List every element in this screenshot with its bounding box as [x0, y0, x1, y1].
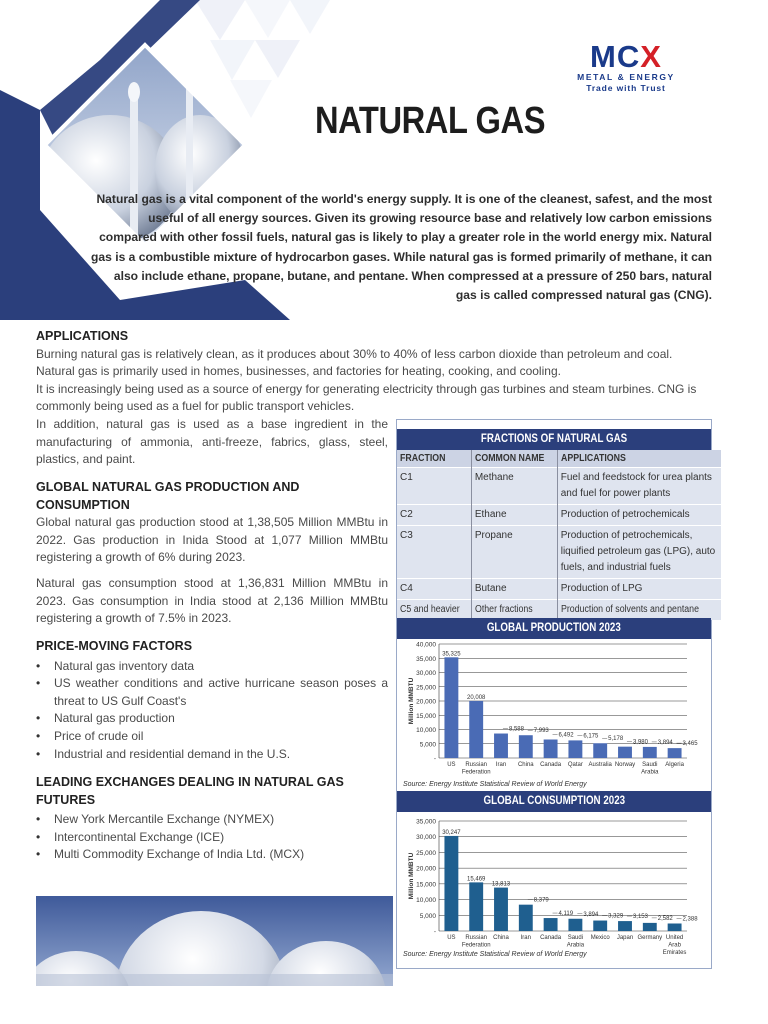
table-row — [397, 599, 721, 620]
data-label: 6,175 — [583, 733, 599, 740]
category-label: Iran — [495, 762, 507, 768]
category-label: Arabia — [566, 942, 585, 949]
bar — [568, 740, 582, 758]
bar — [618, 921, 632, 931]
data-label: 3,980 — [632, 739, 648, 746]
y-tick-label: 20,000 — [416, 865, 436, 873]
logo-mark-a: MC — [590, 39, 641, 74]
price-factors-heading: PRICE-MOVING FACTORS — [36, 639, 193, 653]
bar — [494, 734, 508, 758]
list-item: • Price of crude oil — [36, 728, 388, 746]
data-label: 8,379 — [533, 897, 549, 904]
category-label: Federation — [461, 769, 491, 776]
category-label: Russian — [465, 762, 488, 768]
table-row — [397, 525, 721, 578]
table-row — [397, 504, 721, 525]
category-label: Canada — [540, 935, 562, 941]
category-label: Qatar — [567, 762, 583, 768]
data-label: 5,178 — [608, 736, 624, 743]
y-tick-label: 15,000 — [416, 712, 436, 720]
category-label: Germany — [637, 935, 663, 941]
y-tick-label: - — [433, 755, 436, 763]
list-item: • Natural gas production — [36, 710, 388, 728]
page-title: NATURAL GAS — [315, 100, 546, 142]
table-cell: C2 — [397, 504, 471, 525]
applications-para-2: It is increasingly being used as a source of energy for generating electricity through gas turbines and steam turbines. CNG is commonly being used as a fuel for public transport vehicles. — [36, 381, 697, 414]
y-tick-label: - — [433, 928, 436, 936]
category-label: Russian — [465, 935, 488, 941]
category-label: Federation — [461, 942, 491, 949]
intro-paragraph: Natural gas is a vital component of the world's energy supply. It is one of the cleanest, safest, and the most useful of all energy sources. Given its growing resource base and relatively low carbon emissions compared with other fossil fuels, natural gas is likely to play a greater role in the world energy mix. Natural gas is a combustible mixture of hydrocarbon gases. While natural gas is formed primarily of methane, it can also include ethane, propane, butane, and pentane. When compressed at a pressure of 250 bars, natural gas is called compressed natural gas (CNG). — [91, 192, 712, 303]
list-item: • US weather conditions and active hurricane season poses a threat to US Gulf Coast's — [36, 675, 388, 710]
bar — [519, 735, 533, 758]
data-label: 15,469 — [467, 876, 486, 883]
mcx-logo — [570, 39, 682, 94]
y-axis-label: Million MMBTU — [408, 852, 415, 900]
logo-tagline: Trade with Trust — [586, 83, 666, 93]
y-tick-label: 35,000 — [416, 818, 436, 826]
bar — [668, 748, 682, 758]
production-heading-line-2: CONSUMPTION — [36, 497, 130, 512]
bar — [519, 905, 533, 931]
table-row — [397, 467, 721, 504]
data-panel — [396, 419, 716, 969]
category-label: Saudi — [642, 762, 658, 768]
data-label: 6,492 — [558, 732, 574, 739]
category-label: Canada — [540, 762, 562, 768]
table-cell: Production of LPG — [557, 578, 720, 599]
consumption-chart-title-text: GLOBAL CONSUMPTION 2023 — [483, 795, 625, 807]
data-label: 30,247 — [442, 829, 461, 836]
table-cell: Production of petrochemicals, liquified petroleum gas (LPG), auto fuels, and industrial fuels — [557, 525, 720, 578]
bar — [643, 747, 657, 758]
category-label: US — [447, 935, 456, 941]
table-cell: Butane — [471, 578, 557, 599]
bar — [668, 923, 682, 931]
table-cell: C3 — [397, 525, 471, 578]
y-tick-label: 10,000 — [416, 727, 436, 734]
category-label: US — [447, 762, 456, 768]
bar — [618, 747, 632, 758]
data-label: 2,388 — [682, 916, 698, 923]
table-cell: Production of petrochemicals — [557, 504, 720, 525]
table-cell: C1 — [397, 467, 471, 504]
bar — [593, 921, 607, 931]
table-cell-text: Other fractions — [474, 603, 533, 615]
y-tick-label: 35,000 — [416, 655, 436, 663]
category-label: Arabia — [641, 769, 659, 776]
exchanges-section — [36, 774, 392, 864]
category-label: Japan — [616, 935, 634, 941]
table-cell — [471, 599, 557, 620]
table-cell-text: C5 and heavier — [400, 603, 460, 615]
y-tick-label: 5,000 — [419, 912, 436, 920]
data-label: 7,993 — [533, 728, 549, 735]
bar — [494, 888, 508, 931]
production-para-2: Natural gas consumption stood at 1,36,831 Million MMBtu in 2023. Gas consumption in India stood at 2,136 Million MMBtu registering a growth of 7.5% in 2023. — [36, 575, 388, 626]
category-label: Saudi — [567, 935, 584, 941]
bar — [469, 701, 483, 758]
bar — [568, 919, 582, 931]
table-row — [397, 578, 721, 599]
list-item: • Intercontinental Exchange (ICE) — [36, 829, 392, 847]
applications-para-3: In addition, natural gas is used as a base ingredient in the manufacturing of ammonia, anti-freeze, fabrics, glass, steel, plastics, and paint. — [36, 416, 388, 467]
column-header-text: FRACTION — [400, 452, 446, 464]
production-chart — [397, 640, 711, 790]
data-label: 3,465 — [682, 741, 698, 748]
applications-heading: APPLICATIONS — [36, 329, 129, 343]
category-label: China — [493, 935, 509, 941]
category-label: Australia — [588, 762, 612, 768]
bar — [444, 657, 458, 758]
y-tick-label: 25,000 — [416, 849, 436, 857]
logo-subtitle: METAL & ENERGY — [577, 72, 675, 82]
y-tick-label: 20,000 — [416, 698, 436, 706]
price-factors-list — [36, 658, 388, 764]
fractions-title — [397, 429, 711, 450]
table-cell: Ethane — [471, 504, 557, 525]
category-label: United — [665, 935, 684, 941]
bar — [643, 923, 657, 931]
list-item: • New York Mercantile Exchange (NYMEX) — [36, 811, 392, 829]
applications-para-1: Burning natural gas is relatively clean, as it produces about 30% to 40% of less carbon dioxide than petroleum and coal. Natural gas is primarily used in homes, businesses, and factories for heating, cooking, and cooling. — [36, 346, 673, 379]
table-cell: Fuel and feedstock for urea plants and fuel for power plants — [557, 467, 720, 504]
category-label: Norway — [614, 762, 636, 768]
logo-mark — [570, 39, 682, 74]
table-cell: Propane — [471, 525, 557, 578]
bar — [544, 918, 558, 931]
production-section — [36, 479, 388, 628]
bar — [544, 739, 558, 758]
y-tick-label: 5,000 — [419, 741, 436, 749]
category-label: Iran — [520, 935, 531, 941]
consumption-chart — [397, 813, 711, 963]
data-label: 3,894 — [583, 911, 599, 918]
production-chart-title-text: GLOBAL PRODUCTION 2023 — [487, 622, 621, 634]
fractions-title-text: FRACTIONS OF NATURAL GAS — [480, 433, 628, 445]
y-tick-label: 30,000 — [416, 834, 436, 842]
category-label: Algeria — [665, 762, 684, 768]
y-tick-label: 10,000 — [416, 897, 436, 905]
data-label: 4,119 — [558, 911, 574, 918]
bar — [593, 743, 607, 758]
price-factors-section — [36, 638, 388, 763]
y-tick-label: 15,000 — [416, 881, 436, 889]
data-label: 35,325 — [442, 651, 461, 658]
data-label: 8,588 — [508, 726, 524, 733]
data-label: 3,329 — [608, 913, 624, 920]
exchanges-heading: LEADING EXCHANGES DEALING IN NATURAL GAS FUTURES — [36, 775, 344, 807]
fractions-table — [397, 450, 721, 620]
y-tick-label: 40,000 — [416, 641, 436, 649]
table-cell: C4 — [397, 578, 471, 599]
y-tick-label: 30,000 — [416, 670, 436, 677]
y-tick-label: 25,000 — [416, 684, 436, 692]
bar — [469, 882, 483, 931]
logo-mark-b: X — [640, 39, 662, 74]
category-label: Arab — [668, 942, 681, 949]
table-cell — [557, 599, 720, 620]
list-item: • Natural gas inventory data — [36, 658, 388, 676]
category-label: China — [517, 762, 534, 768]
data-label: 3,153 — [632, 914, 648, 921]
exchanges-list — [36, 811, 392, 864]
table-header-row — [397, 450, 721, 467]
data-label: 2,582 — [657, 915, 673, 922]
production-heading-line-1: GLOBAL NATURAL GAS PRODUCTION AND — [36, 480, 300, 494]
bar — [444, 836, 458, 931]
table-cell: Methane — [471, 467, 557, 504]
column-header-text: APPLICATIONS — [560, 452, 626, 464]
column-header-text: COMMON NAME — [474, 452, 545, 464]
category-label: Emirates — [662, 950, 687, 956]
data-label: 13,813 — [491, 881, 511, 888]
production-para-1: Global natural gas production stood at 1,38,505 Million MMBtu in 2022. Gas production in Inida Stood at 1,077 Million MMBtu registering a growth of 6% during 2023. — [36, 515, 388, 565]
column-header — [557, 450, 720, 467]
column-header — [397, 450, 471, 467]
production-chart-title — [397, 618, 711, 639]
consumption-source-note: Source: Energy Institute Statistical Review of World Energy — [403, 951, 587, 958]
list-item: • Multi Commodity Exchange of India Ltd. (MCX) — [36, 846, 392, 864]
list-item: • Industrial and residential demand in the U.S. — [36, 746, 388, 764]
consumption-chart-title — [397, 791, 711, 812]
data-label: 3,894 — [657, 739, 673, 746]
column-header — [471, 450, 557, 467]
production-source-note: Source: Energy Institute Statistical Review of World Energy — [403, 781, 587, 788]
gas-tank-photo — [36, 896, 393, 986]
table-cell — [397, 599, 471, 620]
table-cell-text: Production of solvents and pentane — [560, 603, 699, 615]
y-axis-label: Million MMBTU — [408, 677, 415, 725]
category-label: Mexico — [590, 935, 610, 941]
data-label: 20,008 — [467, 694, 486, 701]
